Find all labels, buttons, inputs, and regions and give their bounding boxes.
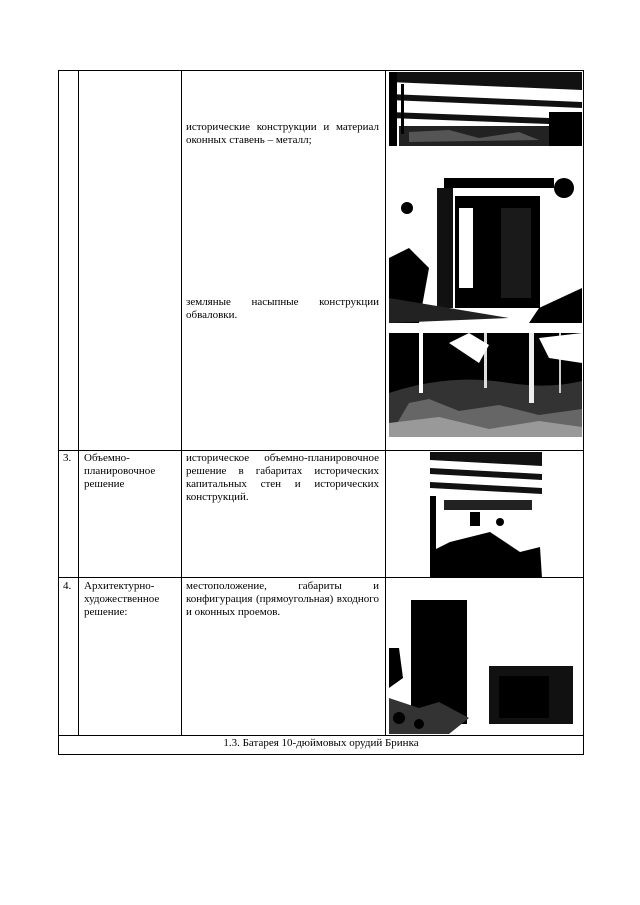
feature-text: исторические конструкции и материал оконных ставень – металл; (186, 121, 379, 146)
entrance-openings-photo (389, 598, 582, 734)
column-divider (181, 70, 182, 735)
window-opening-photo (389, 148, 582, 323)
row-number: 4. (63, 580, 72, 592)
feature-text: историческое объемно-планировочное решение в габаритах исторических капитальных стен и исторических конструкций. (186, 452, 379, 503)
feature-text: земляные насыпные конструкции обваловки. (186, 296, 379, 321)
element-name: Объемно-планировочное решение (84, 452, 156, 490)
embankment-photo (389, 333, 582, 437)
column-divider (385, 70, 386, 735)
interior-ceiling-photo (430, 452, 542, 578)
feature-text: местоположение, габариты и конфигурация (прямоугольная) входного и оконных проемов. (186, 580, 379, 618)
table-border-left (58, 70, 59, 755)
row-divider (58, 735, 584, 736)
table-border-bottom (58, 754, 584, 755)
table-border-top (58, 70, 584, 71)
section-caption: 1.3. Батарея 10-дюймовых орудий Бринка (223, 737, 419, 749)
table-border-right (583, 70, 584, 755)
element-name: Архитектурно-художественное решение: (84, 580, 160, 618)
row-number: 3. (63, 452, 72, 464)
column-divider (78, 70, 79, 735)
metal-shutter-photo (389, 72, 582, 146)
row-divider (58, 450, 584, 451)
